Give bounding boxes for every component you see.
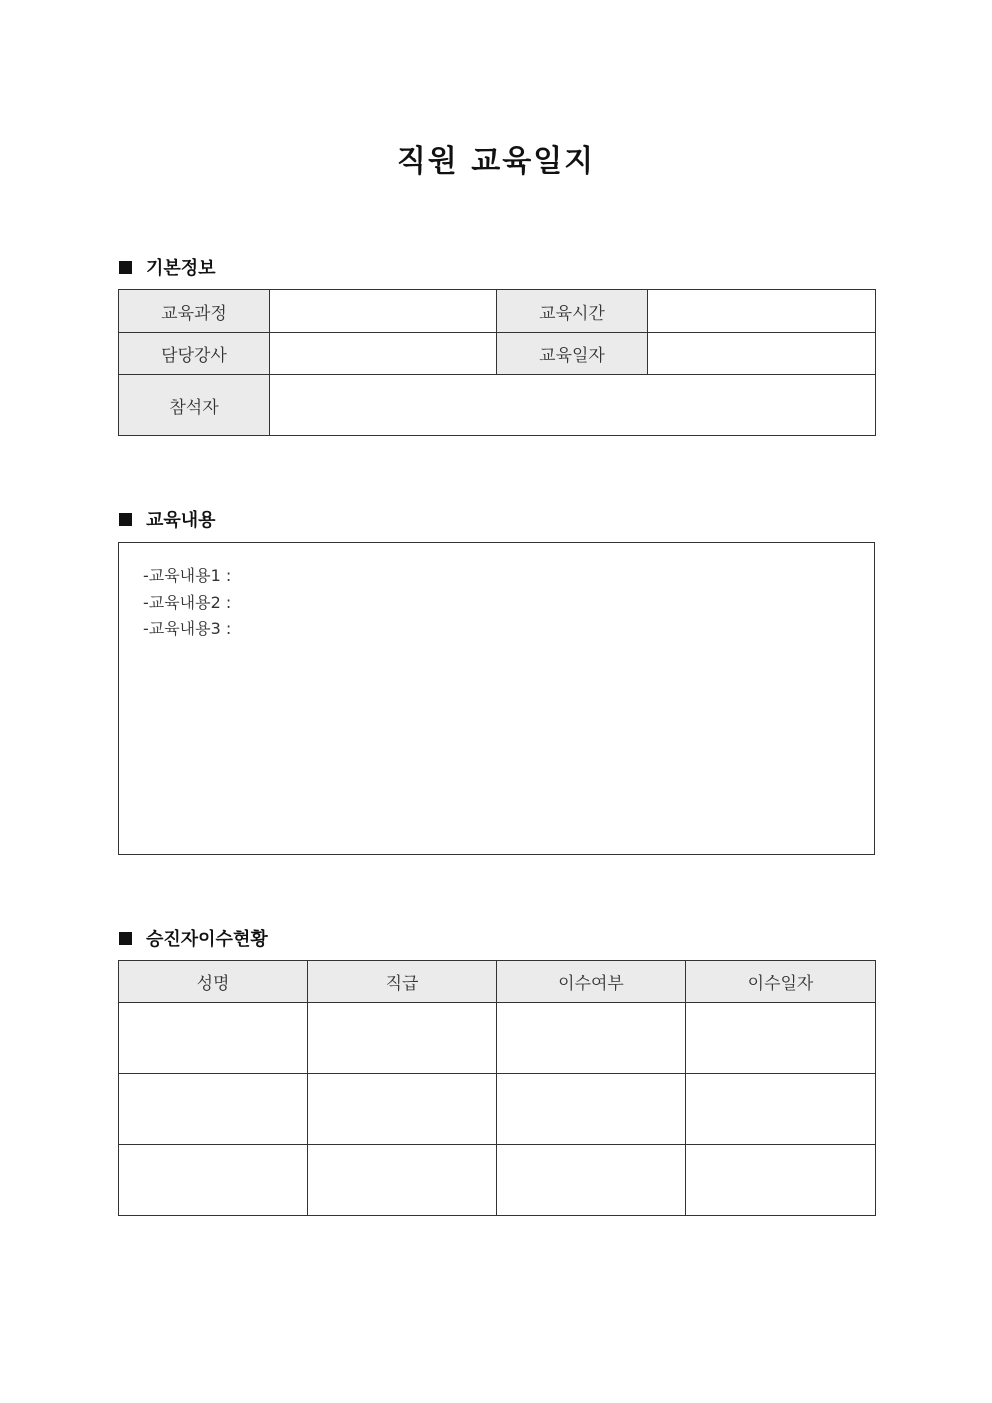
basic-info-heading-label: 기본정보 [146, 258, 216, 279]
table-row [119, 1074, 876, 1145]
square-bullet-icon [119, 932, 132, 945]
table-cell[interactable] [308, 1074, 497, 1145]
table-cell[interactable] [497, 1145, 686, 1216]
list-item: -교육내용3 : [143, 619, 232, 638]
page-title: 직원 교육일지 [396, 144, 596, 179]
table-row [119, 290, 876, 333]
hours-value-field[interactable] [648, 290, 876, 333]
hours-label: 교육시간 [497, 290, 648, 333]
table-cell[interactable] [308, 1145, 497, 1216]
column-header-position: 직급 [308, 961, 497, 1003]
table-cell[interactable] [686, 1074, 876, 1145]
list-item: -교육내용2 : [143, 592, 232, 612]
list-item: -교육내용1 : [143, 566, 232, 585]
basic-info-table [118, 289, 876, 436]
education-content-list [143, 563, 231, 643]
table-cell[interactable] [119, 1074, 308, 1145]
attendees-label: 참석자 [119, 375, 270, 436]
basic-info-heading [119, 254, 216, 280]
instructor-label: 담당강사 [119, 333, 270, 375]
education-content-heading-label: 교육내용 [146, 510, 216, 531]
column-header-name: 성명 [119, 961, 308, 1003]
table-row [119, 375, 876, 436]
table-cell[interactable] [119, 1003, 308, 1074]
course-label: 교육과정 [119, 290, 270, 333]
table-row [119, 1003, 876, 1074]
completion-status-heading-label: 승진자이수현황 [146, 929, 268, 950]
attendees-value-field[interactable] [270, 375, 876, 436]
table-row [119, 333, 876, 375]
completion-status-table [118, 960, 876, 1216]
table-cell[interactable] [308, 1003, 497, 1074]
table-cell[interactable] [119, 1145, 308, 1216]
table-cell[interactable] [497, 1074, 686, 1145]
table-header-row [119, 961, 876, 1003]
education-content-heading [119, 506, 216, 532]
table-cell[interactable] [497, 1003, 686, 1074]
education-content-box[interactable] [118, 542, 875, 855]
square-bullet-icon [119, 261, 132, 274]
date-label: 교육일자 [497, 333, 648, 375]
table-cell[interactable] [686, 1145, 876, 1216]
table-cell[interactable] [686, 1003, 876, 1074]
completion-status-heading [119, 925, 268, 951]
instructor-value-field[interactable] [270, 333, 497, 375]
column-header-completed: 이수여부 [497, 961, 686, 1003]
column-header-completion-date: 이수일자 [686, 961, 876, 1003]
date-value-field[interactable] [648, 333, 876, 375]
course-value-field[interactable] [270, 290, 497, 333]
table-row [119, 1145, 876, 1216]
square-bullet-icon [119, 513, 132, 526]
